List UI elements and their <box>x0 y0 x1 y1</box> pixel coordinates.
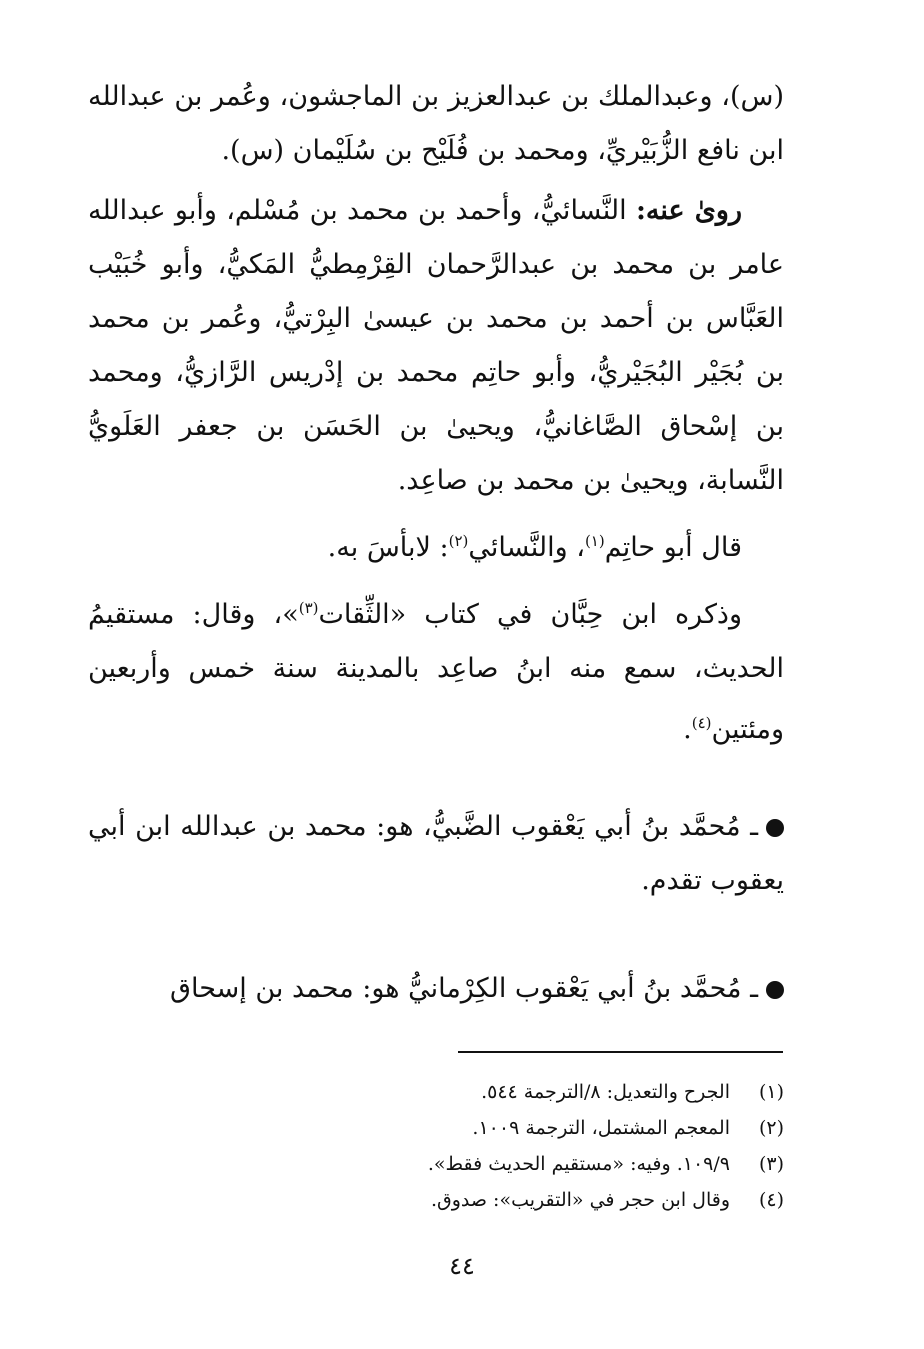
text-run: قال أبو حاتِم <box>604 532 742 563</box>
footnote-2 <box>300 1110 784 1146</box>
footnote-number: (١) <box>758 1081 784 1103</box>
text-run: . <box>683 714 692 745</box>
text-run: ، والنَّسائي <box>468 532 585 563</box>
footnote-ref-3: (٣) <box>298 599 319 617</box>
footnote-text: ١٠٩/٩. وفيه: «مستقيم الحديث فقط». <box>427 1153 730 1175</box>
footnote-number: (٤) <box>758 1189 784 1211</box>
text-run: »، وقال: مستقيمُ الحديث، سمع منه ابنُ صاعِد بالمدينة سنة خمس وأربعين ومئتين <box>88 599 784 745</box>
text-run: وذكره ابن حِبَّان في كتاب «الثِّقات <box>318 599 742 630</box>
footnote-4 <box>300 1182 784 1218</box>
bullet-icon <box>766 981 784 999</box>
main-text-block <box>88 70 784 757</box>
footnote-3 <box>300 1146 784 1182</box>
entry-dabbi <box>88 800 784 908</box>
footnote-text: الجرح والتعديل: ٨/الترجمة ٥٤٤. <box>481 1081 730 1103</box>
paragraph-ibn-hibban <box>88 581 784 757</box>
entry-text: ـ مُحمَّد بنُ أبي يَعْقوب الكِرْمانيُّ هو: محمد بن إسحاق <box>170 973 758 1004</box>
bullet-icon <box>766 819 784 837</box>
footnote-number: (٢) <box>758 1117 784 1139</box>
text-run: : لابأسَ به. <box>327 532 449 563</box>
footnote-text: المعجم المشتمل، الترجمة ١٠٠٩. <box>472 1117 730 1139</box>
page-number: ٤٤ <box>449 1252 475 1280</box>
narrators-label: روىٰ عنه: <box>635 195 742 226</box>
entry-text: ـ مُحمَّد بنُ أبي يَعْقوب الضَّبيُّ، هو: محمد بن عبدالله ابن أبي يعقوب تقدم. <box>88 811 784 896</box>
footnote-divider <box>458 1051 783 1053</box>
entry-line <box>88 962 784 1016</box>
footnote-number: (٣) <box>758 1153 784 1175</box>
footnote-ref-1: (١) <box>584 532 605 550</box>
footnote-text: وقال ابن حجر في «التقريب»: صدوق. <box>430 1189 730 1211</box>
paragraph-narrators <box>88 184 784 508</box>
footnotes <box>300 1074 784 1218</box>
paragraph-teachers-continued: (س)، وعبدالملك بن عبدالعزيز بن الماجشون، وعُمر بن عبدالله ابن نافع الزُّبَيْريِّ، ومحمد بن فُلَيْح بن سُلَيْمان (س). <box>88 81 784 166</box>
narrators-text: النَّسائيُّ، وأحمد بن محمد بن مُسْلم، وأبو عبدالله عامر بن محمد بن عبدالرَّحمان القِرْمِطيُّ المَكيُّ، وأبو خُبَيْب العَبَّاس بن أحمد بن محمد بن عيسىٰ البِرْتيُّ، وعُمر بن محمد بن بُجَيْر البُجَيْريُّ، وأبو حاتِم محمد بن إدْريس الرَّازيُّ، ومحمد بن إسْحاق الصَّاغانيُّ، ويحيىٰ بن الحَسَن بن جعفر العَلَويُّ النَّسابة، ويحيىٰ بن محمد بن صاعِد. <box>88 195 784 496</box>
paragraph-abu-hatim-saying <box>88 514 784 575</box>
footnote-ref-2: (٢) <box>448 532 469 550</box>
entry-line <box>88 800 784 908</box>
entry-kirmani <box>88 962 784 1016</box>
footnote-1 <box>300 1074 784 1110</box>
footnote-ref-4: (٤) <box>691 714 712 732</box>
